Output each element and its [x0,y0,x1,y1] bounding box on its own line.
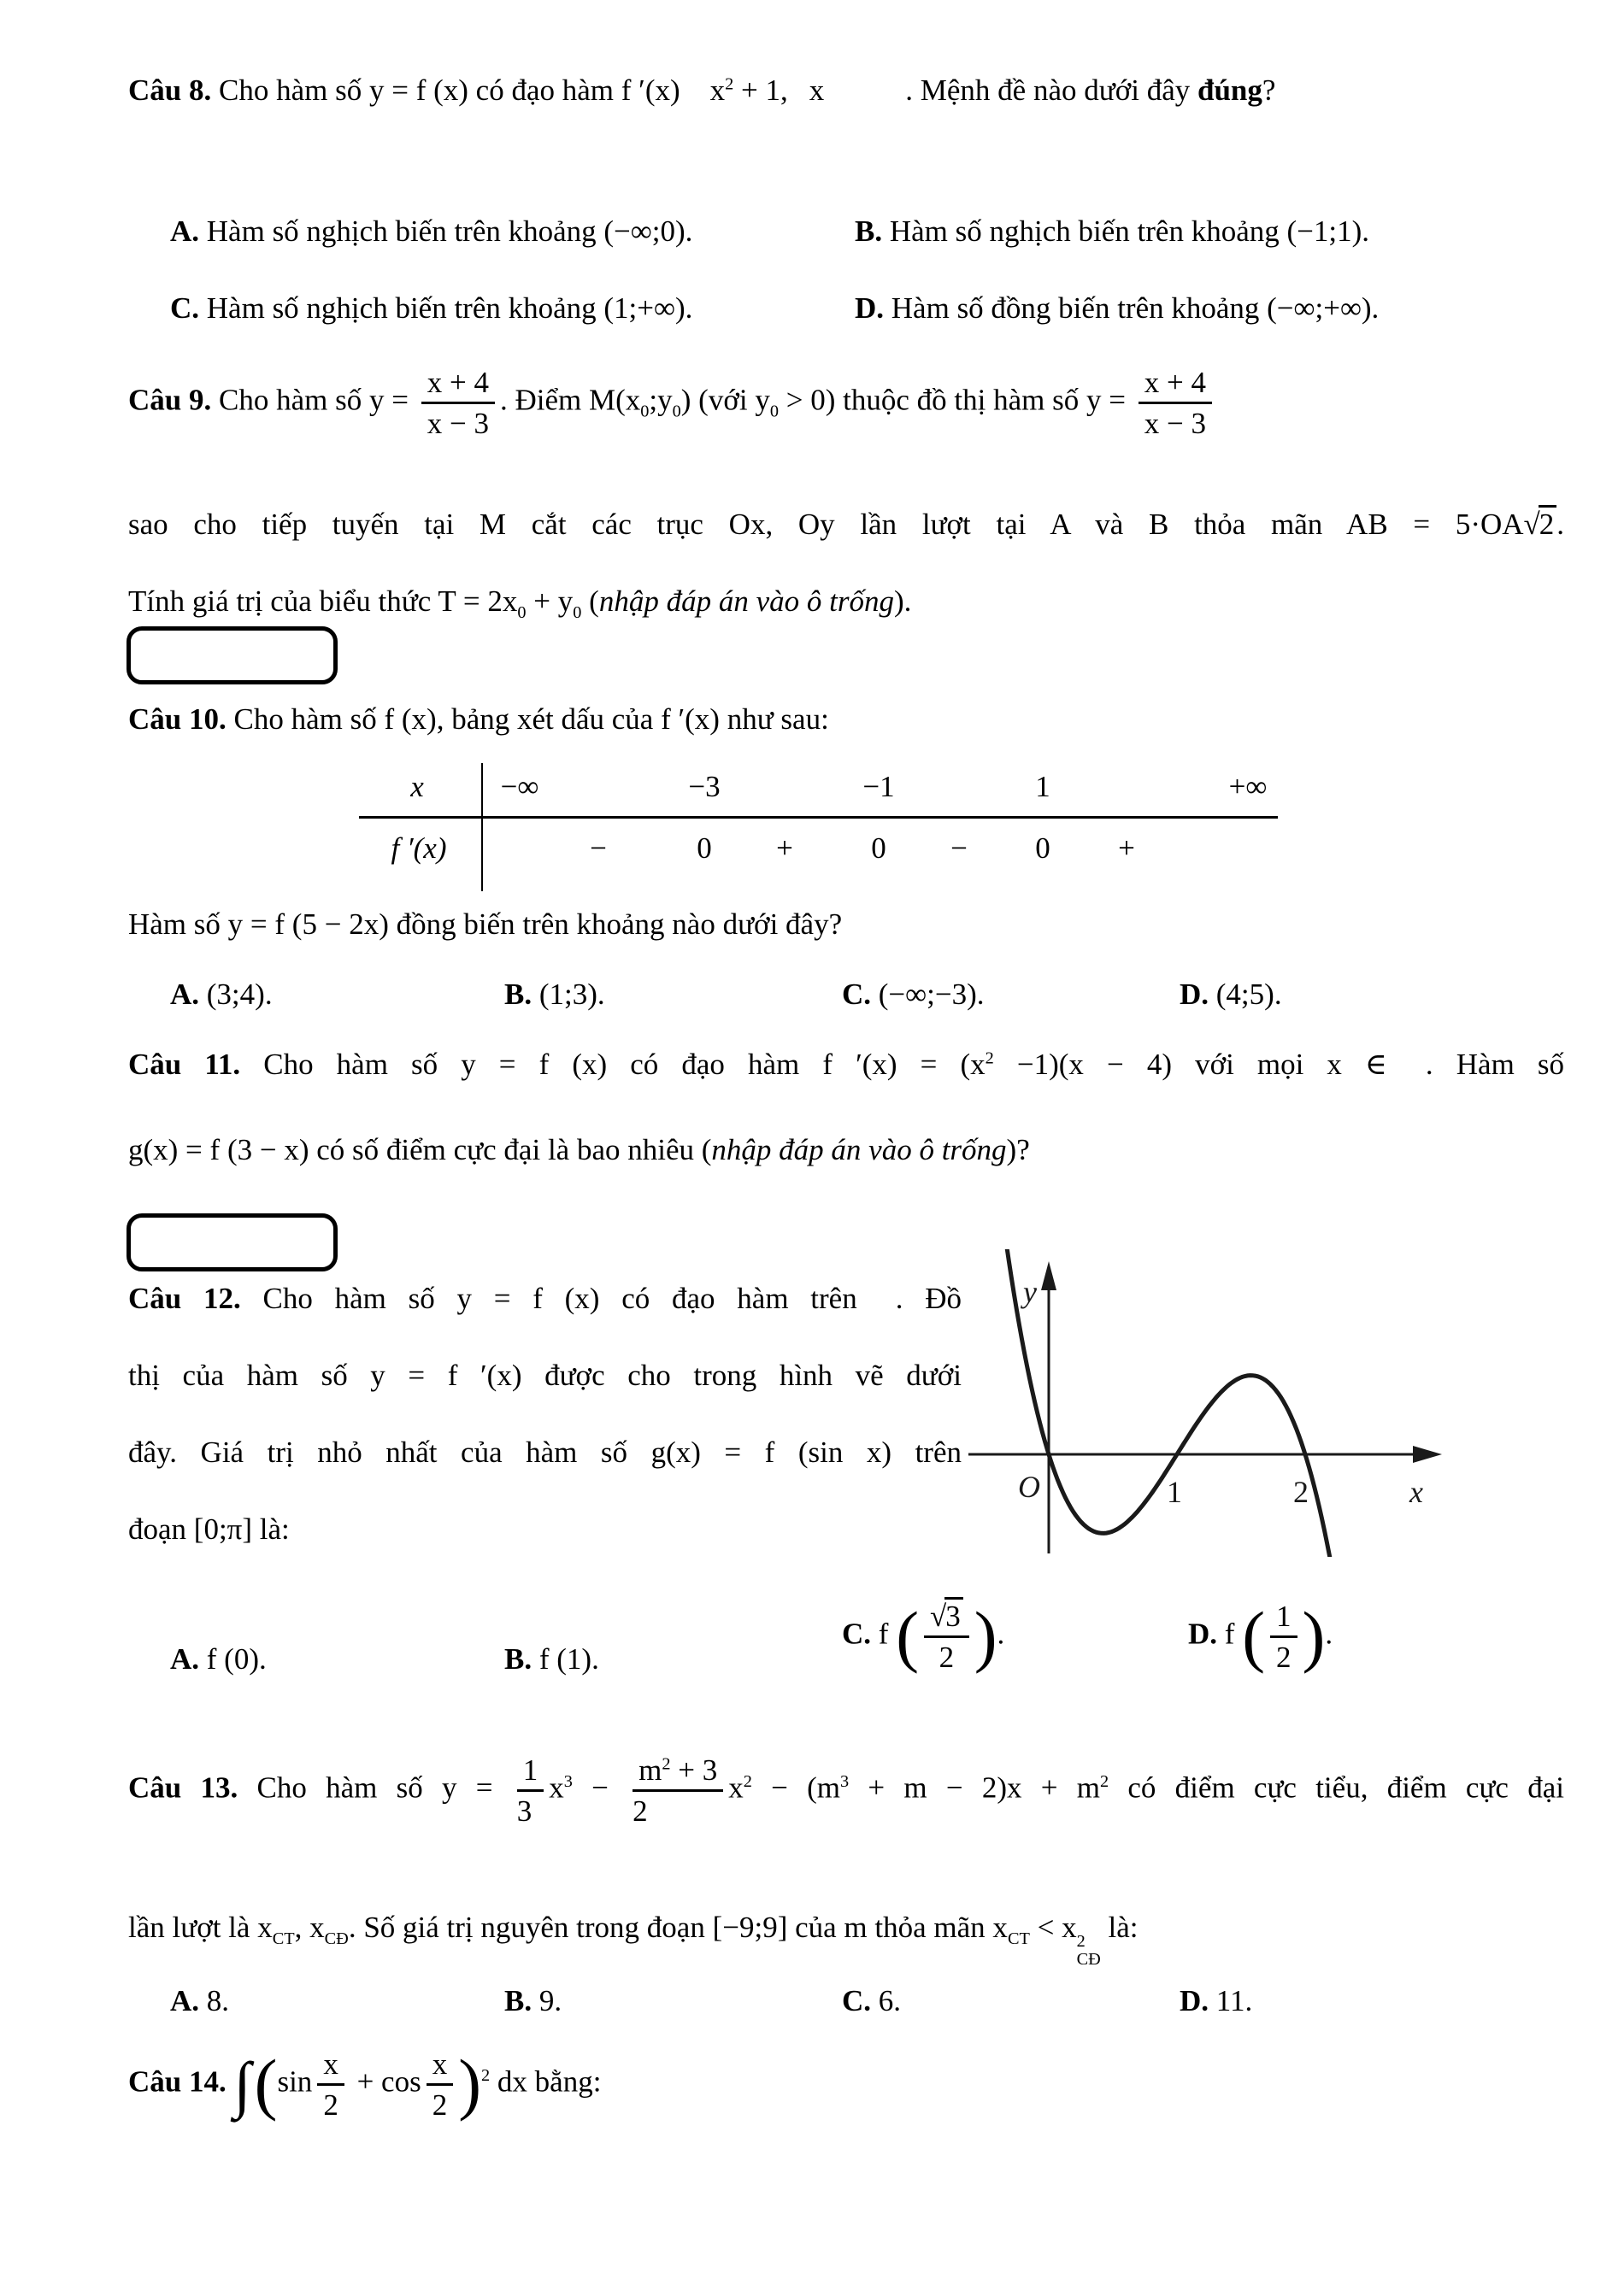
q13-option-b: B. 9. [504,1984,562,2017]
table-horizontal-rule [359,816,1278,819]
q13-option-d: D. 11. [1180,1984,1253,2017]
q12-option-d: D. f ( $\frac{1}{2}$ ). [1188,1598,1333,1675]
x-tick-2: 2 [1293,1475,1309,1509]
table-var-fprime: f ′(x) [391,831,447,865]
f-prime-graph [953,1249,1449,1557]
table-x-value: −∞ [500,770,539,803]
q13-option-c: C. 6. [842,1984,902,2017]
y-axis-label: y [1023,1275,1037,1309]
table-sign: 0 [871,831,886,865]
table-sign: − [950,831,968,865]
q12-text-line3: đây. Giá trị nhỏ nhất của hàm số g(x) = f (sin x) trên [128,1436,962,1469]
q12-text-line4: đoạn [0;π] là: [128,1512,290,1546]
q12-option-b: B. f (1). [504,1642,599,1676]
answer-box-q11[interactable] [127,1213,338,1271]
q12-option-a: A. f (0). [170,1642,267,1676]
q8-option-a: A. Hàm số nghịch biến trên khoảng (−∞;0). [170,214,693,248]
q9-text-line3: Tính giá trị của biểu thức $T = 2x_0 + y_0$ (nhập đáp án vào ô trống). [128,584,912,622]
table-sign: + [776,831,793,865]
question-14-text: Câu 14. ∫(sin $\frac{x}{2}$ + cos $\frac{x}{2}$ )$^2$ dx bằng: [128,2046,602,2123]
question-8-text: Câu 8. Cho hàm số y = f (x) có đạo hàm f ′(x) $x^2 + 1$, x . Mệnh đề nào dưới đây đúng? [128,73,1276,107]
table-sign: 0 [697,831,712,865]
q12-option-c: C. f ( $\frac{√3}{2}$ ). [842,1598,1005,1675]
q10-option-d: D. (4;5). [1180,978,1282,1011]
question-11-text: Câu 11. Cho hàm số y = f (x) có đạo hàm f $'(x) = (x^2 -1)(x - 4)$ với mọi x ∈ . Hàm số [128,1048,1564,1081]
x-axis-arrow-icon [1413,1446,1442,1463]
y-axis-arrow-icon [1041,1261,1056,1290]
origin-label: O [1018,1470,1040,1504]
answer-box-q9[interactable] [127,626,338,684]
table-x-value: +∞ [1228,770,1268,803]
table-x-value: −1 [862,770,895,803]
x-tick-1: 1 [1167,1475,1182,1509]
q12-text-line2: thị của hàm số y = f ′(x) được cho trong hình vẽ dưới [128,1359,962,1392]
table-vertical-rule [481,763,483,891]
table-var-x: x [410,770,424,803]
sign-table [359,763,1278,891]
question-10-text: Câu 10. Cho hàm số f (x), bảng xét dấu của f ′(x) như sau: [128,702,829,736]
table-sign: + [1118,831,1135,865]
question-9-text: Câu 9. Cho hàm số y = $\frac{x + 4}{x - 3}$ . Điểm $M(x_0;y_0)$ (với $y_0 > 0$) thuộc đồ thị hàm số y = $\frac{x + 4}{x - 3}$ [128,366,1217,440]
q11-text-line2: g(x) = f (3 − x) có số điểm cực đại là bao nhiêu (nhập đáp án vào ô trống)? [128,1133,1030,1166]
table-x-value: 1 [1035,770,1050,803]
q10-question-line: Hàm số y = f (5 − 2x) đồng biến trên khoảng nào dưới đây? [128,907,843,941]
question-12-text: Câu 12. Cho hàm số y = f (x) có đạo hàm trên . Đồ [128,1282,962,1315]
q10-option-a: A. (3;4). [170,978,273,1011]
q10-option-c: C. (−∞;−3). [842,978,985,1011]
q8-option-c: C. Hàm số nghịch biến trên khoảng (1;+∞). [170,291,693,325]
q8-option-d: D. Hàm số đồng biến trên khoảng (−∞;+∞). [855,291,1380,325]
q8-option-b: B. Hàm số nghịch biến trên khoảng (−1;1). [855,214,1370,248]
question-13-text: Câu 13. Cho hàm số y = $\frac{1}{3}$ $x^3$ − $\frac{m^2 + 3}{2}$ $x^2 - (m^3 + m - 2)x + m^2$ có điểm cực tiểu, điểm cực đại [128,1753,1564,1829]
table-sign: − [590,831,607,865]
q9-text-line2: sao cho tiếp tuyến tại M cắt các trục Ox, Oy lần lượt tại A và B thỏa mãn AB = 5·OA√2. [128,504,1564,544]
f-prime-curve [1007,1249,1350,1557]
table-sign: 0 [1035,831,1050,865]
q13-option-a: A. 8. [170,1984,230,2017]
q10-option-b: B. (1;3). [504,978,605,1011]
q13-text-line2: lần lượt là $x_{CT}$, $x_{CĐ}$. Số giá trị nguyên trong đoạn [−9;9] của m thỏa mãn $x_{CT} < x$ 2 CĐ là: [128,1911,1139,1970]
table-x-value: −3 [688,770,721,803]
x-axis-label: x [1409,1475,1423,1509]
